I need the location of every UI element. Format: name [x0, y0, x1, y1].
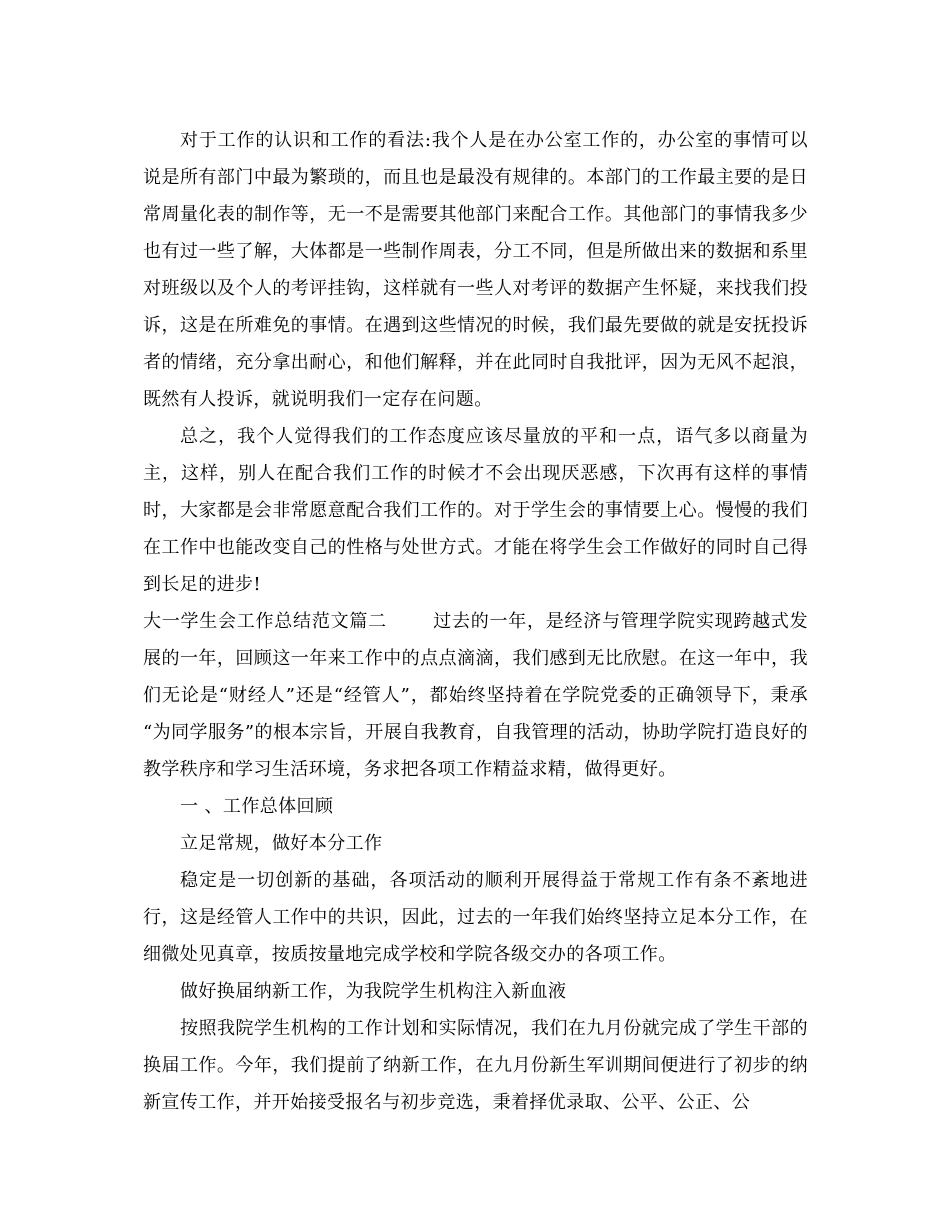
paragraph-section-two — [143, 603, 808, 788]
subheading-overview: 一 、工作总体回顾 — [180, 796, 334, 817]
document-body — [143, 122, 808, 1121]
paragraph-stability: 稳定是一切创新的基础，各项活动的顺利开展得益于常规工作有条不紊地进行，这是经管人工作中的共识，因此，过去的一年我们始终坚持立足本分工作，在细微处见真章，按质按量地完成学校和学院各级交办的各项工作。 — [143, 870, 808, 965]
section-heading: 大一学生会工作总结范文篇二 — [143, 611, 387, 632]
section-intro-text: 过去的一年，是经济与管理学院实现跨越式发展的一年，回顾这一年来工作中的点点滴滴，我们感到无比欣慰。在这一年中，我们无论是“财经人”还是“经管人”，都始终坚持着在学院党委的正确领导下，秉承 “为同学服务”的根本宗旨，开展自我教育，自我管理的活动，协助学院打造良好的教学秩序和学习生活环境，务求把各项工作精益求精，做得更好。 — [143, 611, 809, 780]
subheading-recruitment: 做好换届纳新工作，为我院学生机构注入新血液 — [180, 981, 567, 1002]
paragraph-recruitment: 按照我院学生机构的工作计划和实际情况，我们在九月份就完成了学生干部的换届工作。今年，我们提前了纳新工作，在九月份新生军训期间便进行了初步的纳新宣传工作，并开始接受报名与初步竞选，秉着择优录取、公平、公正、公 — [143, 1018, 808, 1113]
paragraph-summary: 总之，我个人觉得我们的工作态度应该尽量放的平和一点，语气多以商量为主，这样，别人在配合我们工作的时候才不会出现厌恶感，下次再有这样的事情时，大家都是会非常愿意配合我们工作的。对于学生会的事情要上心。慢慢的我们在工作中也能改变自己的性格与处世方式。才能在将学生会工作做好的同时自己得到长足的进步! — [143, 426, 808, 595]
subheading-routine-work: 立足常规，做好本分工作 — [180, 833, 383, 854]
paragraph-office-work: 对于工作的认识和工作的看法:我个人是在办公室工作的，办公室的事情可以说是所有部门中最为繁琐的，而且也是最没有规律的。本部门的工作最主要的是日常周量化表的制作等，无一不是需要其他部门来配合工作。其他部门的事情我多少也有过一些了解，大体都是一些制作周表，分工不同，但是所做出来的数据和系里对班级以及个人的考评挂钩，这样就有一些人对考评的数据产生怀疑，来找我们投诉，这是在所难免的事情。在遇到这些情况的时候，我们最先要做的就是安抚投诉者的情绪，充分拿出耐心，和他们解释，并在此同时自我批评，因为无风不起浪，既然有人投诉，就说明我们一定存在问题。 — [143, 130, 808, 410]
